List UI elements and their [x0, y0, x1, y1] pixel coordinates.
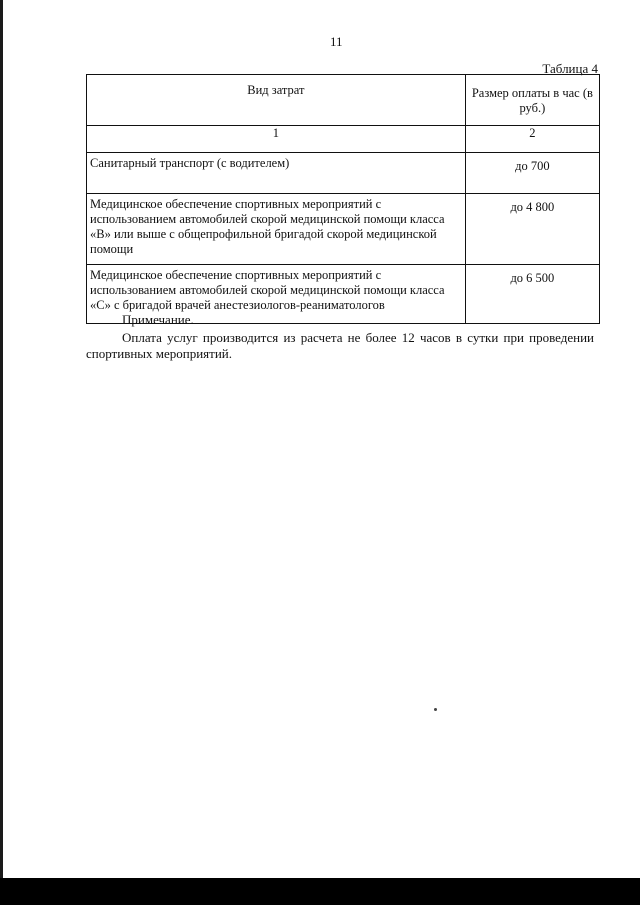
- table-row: [87, 153, 600, 194]
- column-number-1: 1: [87, 126, 466, 153]
- table-header-row: [87, 75, 600, 126]
- note-text: Оплата услуг производится из расчета не более 12 часов в сутки при проведении спортивных мероприятий.: [86, 330, 594, 361]
- header-price: Размер оплаты в час (в руб.): [465, 75, 599, 126]
- costs-table: [86, 74, 600, 324]
- column-number-2: 2: [465, 126, 599, 153]
- note-block: [86, 312, 594, 362]
- row-price: до 4 800: [465, 194, 599, 265]
- table-row: [87, 194, 600, 265]
- page-number: 11: [330, 34, 343, 49]
- note-title: Примечание.: [122, 312, 194, 327]
- row-price: до 700: [465, 153, 599, 194]
- row-name: Санитарный транспорт (с водителем): [87, 153, 466, 194]
- row-name: Медицинское обеспечение спортивных мероприятий с использованием автомобилей скорой медицинской помощи класса «B» или выше с общепрофильной бригадой скорой медицинской помощи: [87, 194, 466, 265]
- scan-edge: [0, 0, 3, 905]
- row-name: Медицинское обеспечение спортивных мероприятий с использованием автомобилей скорой медицинской помощи класса «C» с бригадой врачей анестезиологов-реаниматологов: [87, 265, 466, 324]
- scan-bottom-edge: [0, 878, 640, 905]
- scan-speck: [434, 708, 437, 711]
- row-price: до 6 500: [465, 265, 599, 324]
- header-name: Вид затрат: [87, 75, 466, 126]
- table-caption: Таблица 4: [542, 61, 598, 76]
- column-number-row: [87, 126, 600, 153]
